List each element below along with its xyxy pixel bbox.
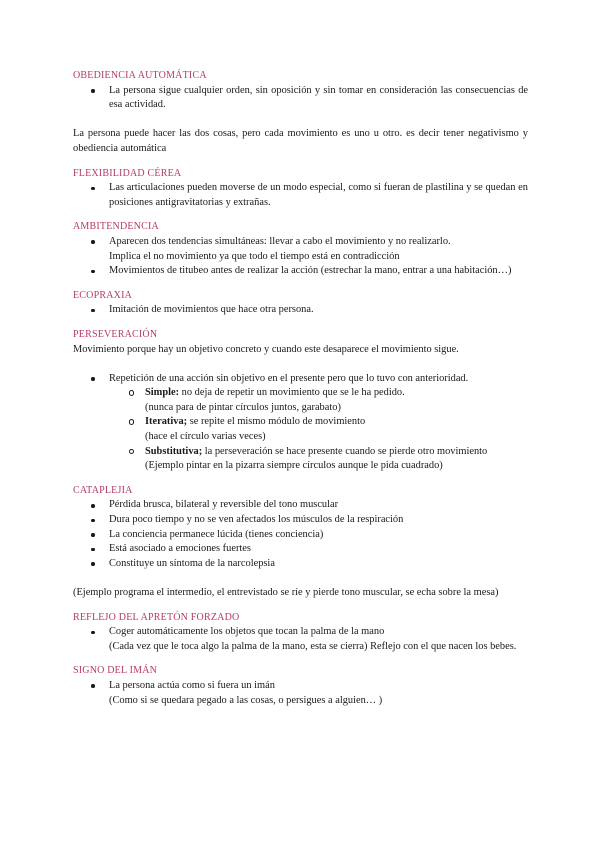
list-item: Imitación de movimientos que hace otra persona. <box>73 303 528 318</box>
sublist-item-simple <box>73 386 528 415</box>
heading-cataplejia: CATAPLEJIA <box>73 484 133 496</box>
list-ambitendencia <box>73 235 528 279</box>
heading-ecopraxia: ECOPRAXIA <box>73 289 133 301</box>
paragraph-perseveracion-intro: Movimiento porque hay un objetivo concreto y cuando este desaparece el movimiento sigue. <box>73 343 459 355</box>
list-item <box>73 235 528 264</box>
sublist-text: no deja de repetir un movimiento que se le ha pedido. <box>179 387 405 399</box>
sublist-example: (hace el círculo varias veces) <box>145 431 266 443</box>
list-cataplejia <box>73 498 528 571</box>
list-item-line: Implica el no movimiento ya que todo el tiempo está en contradicción <box>109 250 400 262</box>
sublist-perseveracion <box>73 386 528 474</box>
list-item: La persona sigue cualquier orden, sin oposición y sin tomar en consideración las consecuencias de esa actividad. <box>73 84 528 113</box>
sublist-label: Substitutiva; <box>145 445 203 457</box>
list-item: Las articulaciones pueden moverse de un modo especial, como si fueran de plastilina y se quedan en posiciones antigravitatorias y extrañas. <box>73 181 528 210</box>
sublist-label: Iterativa; <box>145 416 188 428</box>
list-item-line: La persona actúa como si fuera un imán <box>109 679 275 691</box>
list-item: Dura poco tiempo y no se ven afectados los músculos de la respiración <box>73 513 528 528</box>
list-item-line: (Como si se quedara pegado a las cosas, o persigues a alguien… ) <box>109 694 383 706</box>
heading-ambitendencia: AMBITENDENCIA <box>73 221 159 233</box>
paragraph-obediencia-note: La persona puede hacer las dos cosas, pero cada movimiento es uno u otro. es decir tener negativismo y obediencia automática <box>73 128 528 154</box>
list-item <box>73 679 528 708</box>
sublist-text: la perseveración se hace presente cuando se pierde otro movimiento <box>202 445 488 457</box>
sublist-item-iterativa <box>73 415 528 444</box>
list-item-line: (Cada vez que le toca algo la palma de la mano, esta se cierra) Reflejo con el que nacen los bebes. <box>109 640 517 652</box>
list-item: Constituye un síntoma de la narcolepsia <box>73 557 528 572</box>
sublist-item-substitutiva <box>73 445 528 474</box>
list-item: Pérdida brusca, bilateral y reversible del tono muscular <box>73 498 528 513</box>
list-item-line: Aparecen dos tendencias simultáneas: llevar a cabo el movimiento y no realizarlo. <box>109 235 451 247</box>
list-item: Movimientos de titubeo antes de realizar la acción (estrechar la mano, entrar a una habitación…) <box>73 264 528 279</box>
list-item: La conciencia permanece lúcida (tienes conciencia) <box>73 528 528 543</box>
sublist-example: (Ejemplo pintar en la pizarra siempre círculos aunque le pida cuadrado) <box>145 460 443 472</box>
list-reflejo <box>73 625 528 654</box>
sublist-label: Simple: <box>145 387 180 399</box>
sublist-example: (nunca para de pintar círculos juntos, garabato) <box>145 401 341 413</box>
list-item: Repetición de una acción sin objetivo en el presente pero que lo tuvo con anterioridad. <box>73 372 528 387</box>
document-body <box>73 69 528 708</box>
heading-reflejo: REFLEJO DEL APRETÓN FORZADO <box>73 611 240 623</box>
heading-flexibilidad: FLEXIBILIDAD CÉREA <box>73 167 182 179</box>
list-ecopraxia <box>73 303 528 318</box>
list-item-line: Coger automáticamente los objetos que tocan la palma de la mano <box>109 626 385 638</box>
list-item: Está asociado a emociones fuertes <box>73 542 528 557</box>
list-obediencia <box>73 84 528 113</box>
heading-obediencia: OBEDIENCIA AUTOMÁTICA <box>73 70 207 81</box>
sublist-text: se repite el mismo módulo de movimiento <box>187 416 366 428</box>
heading-iman: SIGNO DEL IMÁN <box>73 665 158 677</box>
list-flexibilidad <box>73 181 528 210</box>
heading-perseveracion: PERSEVERACIÓN <box>73 328 158 340</box>
paragraph-cataplejia-note: (Ejemplo programa el intermedio, el entrevistado se ríe y pierde tono muscular, se echa sobre la mesa) <box>73 587 499 598</box>
list-iman <box>73 679 528 708</box>
list-item <box>73 625 528 654</box>
list-perseveracion <box>73 372 528 387</box>
